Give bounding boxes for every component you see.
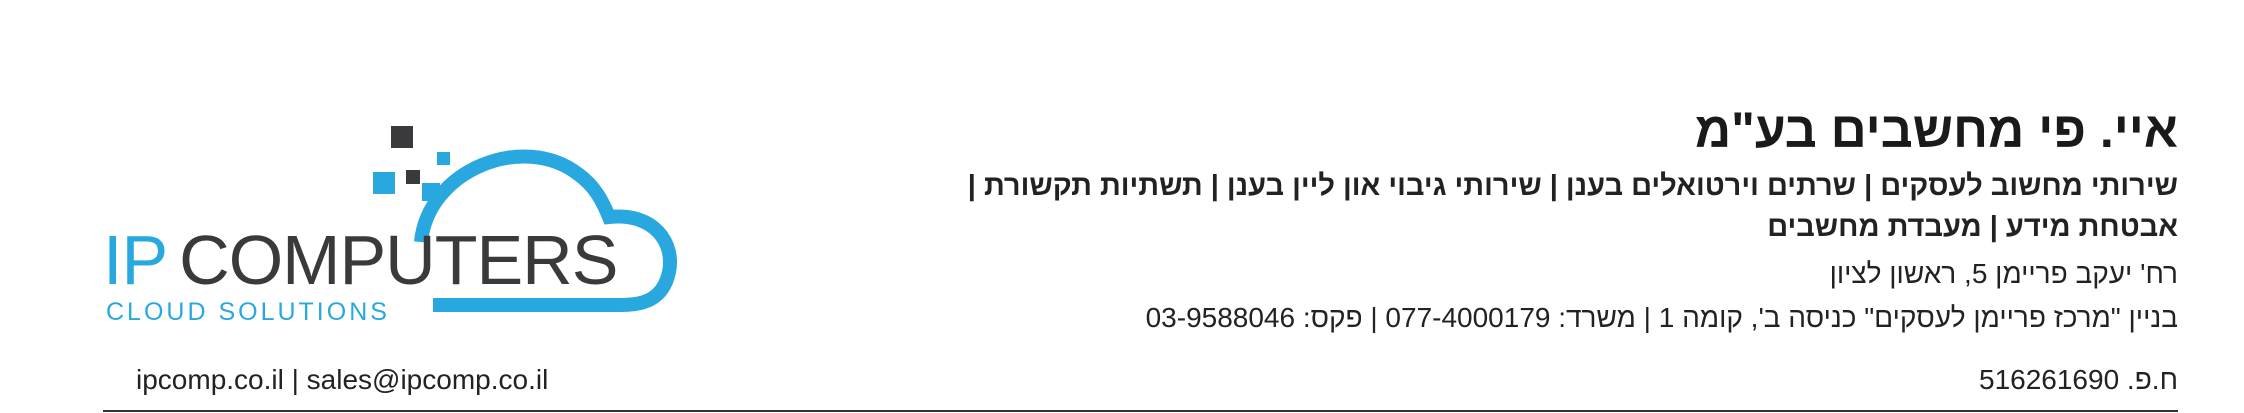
address-line-2: בניין "מרכז פריימן לעסקים" כניסה ב', קומה 1 | משרד: 077-4000179 | פקס: 03-9588046	[1145, 302, 2178, 333]
company-info	[878, 100, 2178, 340]
company-name: איי. פי מחשבים בע"מ	[1694, 102, 2178, 158]
logo-graphic	[103, 122, 683, 327]
contact-links[interactable]: ipcomp.co.il | sales@ipcomp.co.il	[136, 364, 549, 395]
services-list	[878, 166, 2178, 248]
pixel-square-blue-large	[373, 172, 395, 194]
bottom-divider	[103, 410, 2178, 412]
services-line-1: שירותי מחשוב לעסקים | שרתים וירטואלים בענן | שירותי גיבוי און ליין בענן | תשתיות תקשורת |	[967, 170, 2178, 202]
pixel-square-blue-small	[437, 152, 450, 165]
address-line-1: רח' יעקב פריימן 5, ראשון לציון	[1829, 258, 2178, 289]
company-registration-number: ח.פ. 516261690	[1979, 364, 2178, 395]
logo-wordmark: IP COMPUTERS	[103, 221, 618, 299]
ip-computers-logo	[103, 122, 683, 327]
pixel-square-dark-small	[406, 170, 420, 184]
logo-tagline: CLOUD SOLUTIONS	[106, 298, 390, 326]
services-line-2: אבטחת מידע | מעבדת מחשבים	[1767, 211, 2178, 243]
pixel-square-dark-large	[391, 126, 413, 148]
